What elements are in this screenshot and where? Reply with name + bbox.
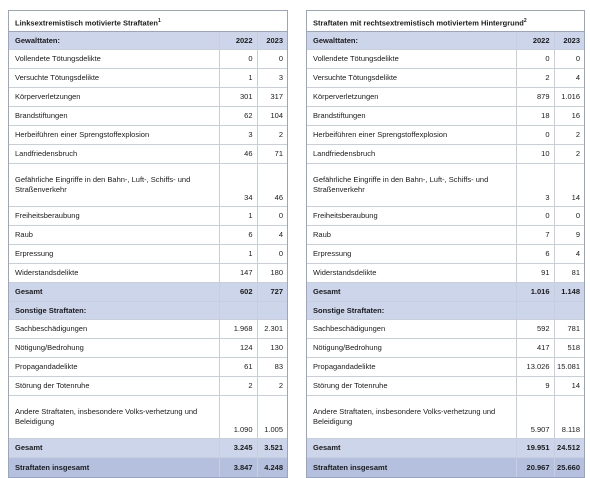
- value-2023: 781: [554, 320, 584, 339]
- table-row: [307, 69, 584, 88]
- right-extremism-table-panel: [306, 10, 585, 478]
- value-2023: 317: [257, 88, 287, 107]
- row-label: Erpressung: [307, 245, 516, 264]
- value-2023: 71: [257, 145, 287, 164]
- value-2022: 13.026: [516, 358, 554, 377]
- value-2023: 518: [554, 339, 584, 358]
- grand-total-2022: 3.847: [219, 458, 257, 478]
- row-label: Landfriedensbruch: [9, 145, 219, 164]
- table-row: [307, 377, 584, 396]
- row-label: Herbeiführen einer Sprengstoffexplosion: [9, 126, 219, 145]
- table-row: [9, 358, 287, 377]
- value-2023: 104: [257, 107, 287, 126]
- value-2023: 14: [554, 377, 584, 396]
- table-row: [9, 126, 287, 145]
- value-2023: 4: [257, 226, 287, 245]
- value-2023: 15.081: [554, 358, 584, 377]
- grand-total-2023: 4.248: [257, 458, 287, 478]
- value-2022: 34: [219, 164, 257, 207]
- footnote-marker: 2: [523, 18, 527, 24]
- value-2023: 0: [554, 50, 584, 69]
- row-label: Widerstandsdelikte: [307, 264, 516, 283]
- subtotal-label: Gesamt: [307, 439, 516, 458]
- subtotal-row: [9, 283, 287, 302]
- subtotal-2022: 602: [219, 283, 257, 302]
- subtotal-2022: 3.245: [219, 439, 257, 458]
- row-label: Gefährliche Eingriffe in den Bahn-, Luft-, Schiffs- und Straßenverkehr: [9, 164, 219, 207]
- value-2023: 3: [257, 69, 287, 88]
- value-2022: 2: [516, 69, 554, 88]
- value-2022: 1: [219, 69, 257, 88]
- subtotal-label: Gesamt: [9, 439, 219, 458]
- row-label: Andere Straftaten, insbesondere Volks-verhetzung und Beleidigung: [9, 396, 219, 439]
- empty-cell: [554, 302, 584, 320]
- title-text: Straftaten mit rechtsextremistisch motiviertem Hintergrund: [313, 18, 524, 28]
- value-2023: 0: [554, 207, 584, 226]
- value-2023: 2.301: [257, 320, 287, 339]
- value-2022: 9: [516, 377, 554, 396]
- row-label: Raub: [9, 226, 219, 245]
- subtotal-2023: 1.148: [554, 283, 584, 302]
- section-heading: Gewalttaten:: [9, 32, 219, 50]
- table-row: [9, 245, 287, 264]
- value-2022: 5.907: [516, 396, 554, 439]
- footnote-marker: 1: [157, 18, 161, 24]
- section-heading: Sonstige Straftaten:: [307, 302, 516, 320]
- table-row: [9, 107, 287, 126]
- grand-total-2022: 20.967: [516, 458, 554, 478]
- row-label: Propagandadelikte: [307, 358, 516, 377]
- subtotal-row: [9, 439, 287, 458]
- subtotal-2022: 19.951: [516, 439, 554, 458]
- value-2023: 14: [554, 164, 584, 207]
- value-2023: 1.005: [257, 396, 287, 439]
- table-row: [307, 207, 584, 226]
- value-2022: 10: [516, 145, 554, 164]
- row-label: Sachbeschädigungen: [9, 320, 219, 339]
- header-row: [9, 32, 287, 50]
- table-row: [307, 88, 584, 107]
- subtotal-2022: 1.016: [516, 283, 554, 302]
- value-2022: 2: [219, 377, 257, 396]
- value-2023: 2: [257, 377, 287, 396]
- row-label: Landfriedensbruch: [307, 145, 516, 164]
- row-label: Sachbeschädigungen: [307, 320, 516, 339]
- value-2023: 16: [554, 107, 584, 126]
- row-label: Brandstiftungen: [9, 107, 219, 126]
- table-row: [307, 264, 584, 283]
- table-row: [9, 50, 287, 69]
- table-row: [307, 164, 584, 207]
- value-2022: 879: [516, 88, 554, 107]
- subtotal-2023: 24.512: [554, 439, 584, 458]
- year-2023-heading: 2023: [257, 32, 287, 50]
- table-row: [9, 377, 287, 396]
- value-2023: 130: [257, 339, 287, 358]
- value-2022: 1: [219, 207, 257, 226]
- table-row: [307, 339, 584, 358]
- row-label: Herbeiführen einer Sprengstoffexplosion: [307, 126, 516, 145]
- row-label: Widerstandsdelikte: [9, 264, 219, 283]
- value-2022: 0: [516, 207, 554, 226]
- crime-statistics-table: [9, 32, 287, 477]
- row-label: Raub: [307, 226, 516, 245]
- table-row: [9, 339, 287, 358]
- row-label: Körperverletzungen: [9, 88, 219, 107]
- value-2023: 4: [554, 245, 584, 264]
- table-row: [307, 226, 584, 245]
- table-row: [307, 245, 584, 264]
- grand-total-2023: 25.660: [554, 458, 584, 478]
- row-label: Versuchte Tötungsdelikte: [307, 69, 516, 88]
- empty-cell: [257, 302, 287, 320]
- value-2022: 417: [516, 339, 554, 358]
- value-2022: 1: [219, 245, 257, 264]
- value-2023: 46: [257, 164, 287, 207]
- value-2022: 0: [516, 126, 554, 145]
- value-2022: 3: [516, 164, 554, 207]
- value-2022: 62: [219, 107, 257, 126]
- table-row: [9, 164, 287, 207]
- value-2022: 124: [219, 339, 257, 358]
- other-rows: [307, 320, 584, 439]
- value-2022: 592: [516, 320, 554, 339]
- row-label: Propagandadelikte: [9, 358, 219, 377]
- table-row: [9, 396, 287, 439]
- table-row: [9, 88, 287, 107]
- panel-title: [9, 11, 287, 32]
- value-2022: 3: [219, 126, 257, 145]
- left-extremism-table-panel: [8, 10, 288, 478]
- grand-total-row: [9, 458, 287, 478]
- section-heading: Gewalttaten:: [307, 32, 516, 50]
- row-label: Freiheitsberaubung: [9, 207, 219, 226]
- value-2023: 81: [554, 264, 584, 283]
- empty-cell: [219, 302, 257, 320]
- value-2022: 91: [516, 264, 554, 283]
- value-2022: 61: [219, 358, 257, 377]
- table-row: [307, 145, 584, 164]
- value-2022: 46: [219, 145, 257, 164]
- violent-rows: [307, 50, 584, 283]
- other-rows: [9, 320, 287, 439]
- value-2022: 147: [219, 264, 257, 283]
- table-row: [9, 69, 287, 88]
- empty-cell: [516, 302, 554, 320]
- row-label: Andere Straftaten, insbesondere Volks-verhetzung und Beleidigung: [307, 396, 516, 439]
- row-label: Nötigung/Bedrohung: [9, 339, 219, 358]
- value-2023: 2: [257, 126, 287, 145]
- crime-statistics-table: [307, 32, 584, 477]
- table-row: [9, 207, 287, 226]
- subtotal-row: [307, 283, 584, 302]
- table-row: [307, 126, 584, 145]
- value-2023: 83: [257, 358, 287, 377]
- value-2022: 6: [219, 226, 257, 245]
- title-text: Linksextremistisch motivierte Straftaten: [15, 18, 158, 28]
- value-2023: 180: [257, 264, 287, 283]
- panel-title: [307, 11, 584, 32]
- row-label: Erpressung: [9, 245, 219, 264]
- value-2023: 0: [257, 245, 287, 264]
- value-2022: 0: [516, 50, 554, 69]
- table-row: [9, 264, 287, 283]
- year-2022-heading: 2022: [516, 32, 554, 50]
- violent-rows: [9, 50, 287, 283]
- value-2022: 6: [516, 245, 554, 264]
- value-2023: 9: [554, 226, 584, 245]
- table-row: [307, 396, 584, 439]
- row-label: Brandstiftungen: [307, 107, 516, 126]
- subtotal-2023: 3.521: [257, 439, 287, 458]
- section-header-row: [307, 302, 584, 320]
- value-2023: 0: [257, 207, 287, 226]
- table-row: [9, 320, 287, 339]
- row-label: Nötigung/Bedrohung: [307, 339, 516, 358]
- row-label: Körperverletzungen: [307, 88, 516, 107]
- row-label: Vollendete Tötungsdelikte: [9, 50, 219, 69]
- row-label: Störung der Totenruhe: [307, 377, 516, 396]
- table-row: [307, 358, 584, 377]
- value-2023: 2: [554, 126, 584, 145]
- row-label: Freiheitsberaubung: [307, 207, 516, 226]
- value-2022: 1.090: [219, 396, 257, 439]
- table-row: [307, 320, 584, 339]
- section-header-row: [9, 302, 287, 320]
- value-2022: 1.968: [219, 320, 257, 339]
- value-2022: 18: [516, 107, 554, 126]
- value-2023: 4: [554, 69, 584, 88]
- row-label: Vollendete Tötungsdelikte: [307, 50, 516, 69]
- grand-total-label: Straftaten insgesamt: [307, 458, 516, 478]
- value-2022: 7: [516, 226, 554, 245]
- year-2022-heading: 2022: [219, 32, 257, 50]
- header-row: [307, 32, 584, 50]
- table-row: [9, 226, 287, 245]
- value-2022: 301: [219, 88, 257, 107]
- table-row: [307, 107, 584, 126]
- grand-total-row: [307, 458, 584, 478]
- row-label: Störung der Totenruhe: [9, 377, 219, 396]
- value-2023: 2: [554, 145, 584, 164]
- value-2023: 8.118: [554, 396, 584, 439]
- table-row: [307, 50, 584, 69]
- value-2023: 0: [257, 50, 287, 69]
- grand-total-label: Straftaten insgesamt: [9, 458, 219, 478]
- value-2023: 1.016: [554, 88, 584, 107]
- table-row: [9, 145, 287, 164]
- row-label: Versuchte Tötungsdelikte: [9, 69, 219, 88]
- subtotal-row: [307, 439, 584, 458]
- subtotal-label: Gesamt: [9, 283, 219, 302]
- row-label: Gefährliche Eingriffe in den Bahn-, Luft-, Schiffs- und Straßenverkehr: [307, 164, 516, 207]
- subtotal-label: Gesamt: [307, 283, 516, 302]
- subtotal-2023: 727: [257, 283, 287, 302]
- year-2023-heading: 2023: [554, 32, 584, 50]
- value-2022: 0: [219, 50, 257, 69]
- section-heading: Sonstige Straftaten:: [9, 302, 219, 320]
